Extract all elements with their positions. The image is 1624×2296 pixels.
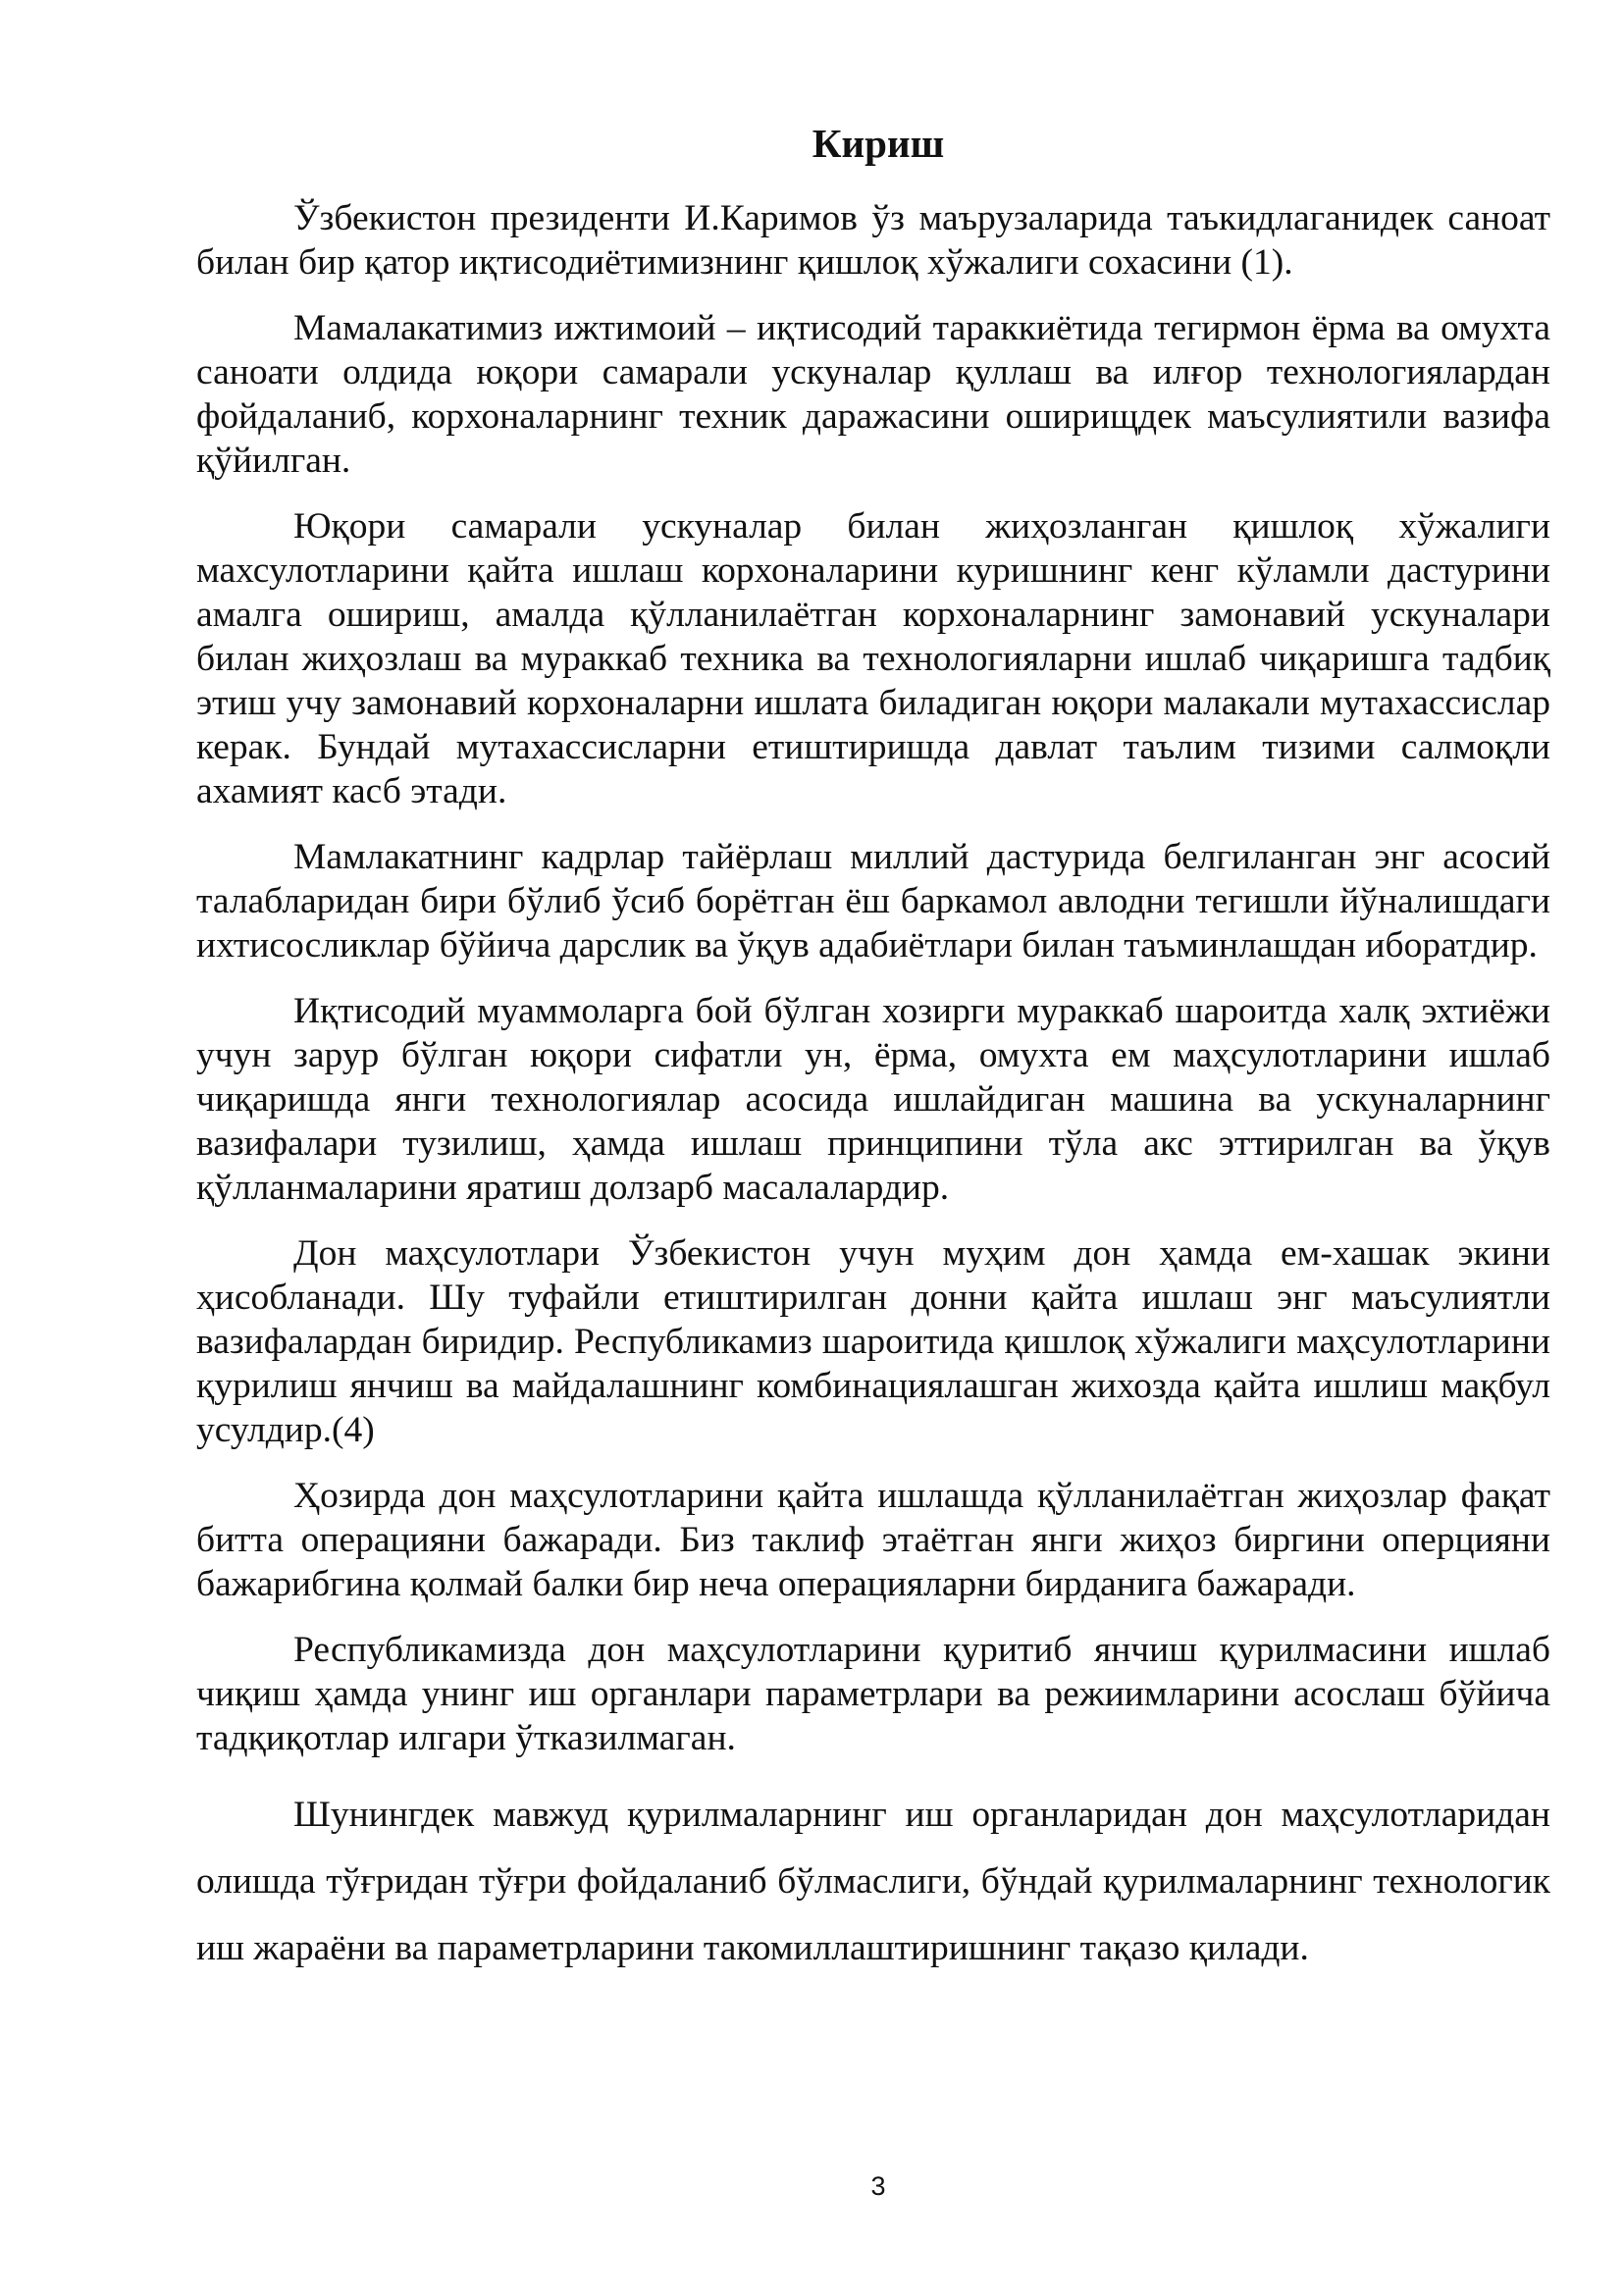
paragraph-5: Иқтисодий муаммоларга бой бўлган хозирги мураккаб шароитда халқ эхтиёжи учун зарур бўлган юқори сифатли ун, ёрма, омухта ем маҳсулотларини ишлаб чиқаришда янги технологиялар асосида ишлайдиган машина ва ускуналарнинг вазифалари тузилиш, ҳамда ишлаш принципини тўла акс эттирилган ва ўқув қўлланмаларини яратиш долзарб масалалардир. xyxy=(196,991,1550,1208)
paragraph-6: Дон маҳсулотлари Ўзбекистон учун муҳим дон ҳамда ем-хашак экини ҳисобланади. Шу туфайли етиштирилган донни қайта ишлаш энг маъсулиятли вазифалардан биридир. Республикамиз шароитида қишлоқ хўжалиги маҳсулотларини қурилиш янчиш ва майдалашнинг комбинациялашган жихозда қайта ишлиш мақбул усулдир.(4) xyxy=(196,1233,1550,1450)
paragraph-3: Юқори самарали ускуналар билан жиҳозланган қишлоқ хўжалиги махсулотларини қайта ишлаш корхоналарини куришнинг кенг кўламли дастурини амалга ошириш, амалда қўлланилаётган корхоналарнинг замонавий ускуналари билан жиҳозлаш ва мураккаб техника ва технологияларни ишлаб чиқаришга тадбиқ этиш учу замонавий корхоналарни ишлата биладиган юқори малакали мутахассислар керак. Бундай мутахассисларни етиштиришда давлат таълим тизими салмоқли ахамият касб этади. xyxy=(196,506,1550,811)
paragraph-2: Мамалакатимиз ижтимоий – иқтисодий тараккиётида тегирмон ёрма ва омухта саноати олдида юқори самарали ускуналар қуллаш ва илғор технологиялардан фойдаланиб, корхоналарнинг техник даражасини оширищдек маъсулиятили вазифа қўйилган. xyxy=(196,308,1550,481)
paragraph-4: Мамлакатнинг кадрлар тайёрлаш миллий дастурида белгиланган энг асосий талабларидан бири бўлиб ўсиб борётган ёш баркамол авлодни тегишли йўналишдаги ихтисосликлар бўйича дарслик ва ўқув адабиётлари билан таъминлашдан иборатдир. xyxy=(196,837,1550,965)
body-text xyxy=(196,196,1550,2004)
paragraph-7: Ҳозирда дон маҳсулотларини қайта ишлашда қўлланилаётган жиҳозлар фақат битта операцияни бажаради. Биз таклиф этаётган янги жиҳоз биргини оперцияни бажарибгина қолмай балки бир неча операцияларни бирданига бажаради. xyxy=(196,1476,1550,1604)
page-number: 3 xyxy=(870,2171,886,2201)
page-title: Кириш xyxy=(812,121,945,166)
paragraph-9: Шунингдек мавжуд қурилмаларнинг иш органларидан дон маҳсулотларидан олишда тўғридан тўғри фойдаланиб бўлмаслиги, бўндай қурилмаларнинг технологик иш жараёни ва параметрларини такомиллаштиришнинг тақазо қилади. xyxy=(196,1795,1550,1968)
paragraph-1: Ўзбекистон президенти И.Каримов ўз маърузаларида таъкидлаганидек саноат билан бир қатор иқтисодиётимизнинг қишлоқ хўжалиги сохасини (1). xyxy=(196,198,1550,283)
paragraph-8: Республикамизда дон маҳсулотларини қуритиб янчиш қурилмасини ишлаб чиқиш ҳамда унинг иш органлари параметрлари ва режиимларини асослаш бўйича тадқиқотлар илгари ўтказилмаган. xyxy=(196,1630,1550,1758)
